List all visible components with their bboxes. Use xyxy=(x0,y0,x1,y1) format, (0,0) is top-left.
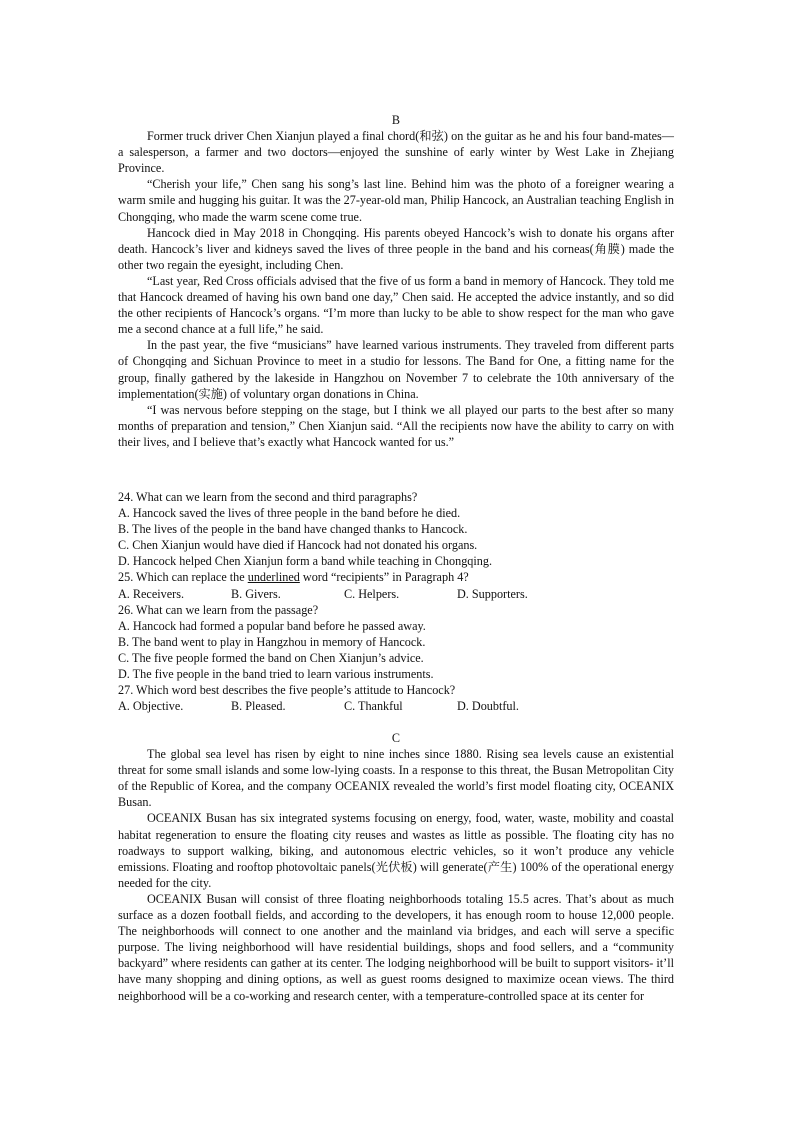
passage-b-paragraph-5: In the past year, the five “musicians” have learned various instruments. They traveled from different parts of Chongqing and Sichuan Province to meet in a studio for lessons. The Band for One, a fitting name for the group, finally gathered by the lakeside in Hangzhou on November 7 to celebrate the 10th anniversary of the implementation(实施) of voluntary organ donations in China. xyxy=(118,338,674,401)
question-27-stem: 27. Which word best describes the five people’s attitude to Hancock? xyxy=(118,683,456,698)
passage-c-paragraph-2: OCEANIX Busan has six integrated systems focusing on energy, food, water, waste, mobility and coastal habitat regeneration to ensure the floating city reuses and wastes as little as possible. The floating city has no roadways to support walking, biking, and autonomous electric vehicles, so it won’t produce any vehicle emissions. Floating and rooftop photovoltaic panels(光伏板) will generate(产生) 100% of the operational energy needed for the city. xyxy=(118,811,674,890)
question-25-underlined-word: underlined xyxy=(247,570,300,585)
question-27-option-d: D. Doubtful. xyxy=(457,699,519,714)
passage-b-heading: B xyxy=(391,113,401,127)
passage-c xyxy=(118,730,674,1004)
passage-b-paragraph-2: “Cherish your life,” Chen sang his song’s last line. Behind him was the photo of a foreigner wearing a warm smile and hugging his guitar. It was the 27-year-old man, Philip Hancock, an Australian teaching English in Chongqing, who made the warm scene come true. xyxy=(118,177,674,224)
question-25-option-a: A. Receivers. xyxy=(118,586,184,601)
question-27-options xyxy=(118,698,674,714)
question-24-option-c: C. Chen Xianjun would have died if Hancock had not donated his organs. xyxy=(118,538,478,553)
question-25-option-c: C. Helpers. xyxy=(344,586,400,601)
question-26-option-a: A. Hancock had formed a popular band before he passed away. xyxy=(118,618,426,633)
passage-b-paragraph-1: Former truck driver Chen Xianjun played a final chord(和弦) on the guitar as he and his four band-mates—a salesperson, a farmer and two doctors—enjoyed the sunshine of early winter by West Lake in Zhejiang Province. xyxy=(118,129,674,176)
question-25-stem-start: 25. Which can replace the xyxy=(118,570,248,585)
question-25-option-d: D. Supporters. xyxy=(457,586,528,601)
passage-b-paragraph-3: Hancock died in May 2018 in Chongqing. His parents obeyed Hancock’s wish to donate his organs after death. Hancock’s liver and kidneys saved the lives of three people in the band and his corneas(角膜) made the other two regain the eyesight, including Chen. xyxy=(118,225,674,272)
question-24-option-b: B. The lives of the people in the band have changed thanks to Hancock. xyxy=(118,522,468,537)
passage-b-paragraph-6: “I was nervous before stepping on the stage, but I think we all played our parts to the best after so many months of preparation and tension,” Chen Xianjun said. “All the recipients now have the ability to carry on with their lives, and I believe that’s exactly what Hancock wanted for us.” xyxy=(118,402,674,449)
question-27-option-a: A. Objective. xyxy=(118,699,184,714)
question-24-option-d: D. Hancock helped Chen Xianjun form a band while teaching in Chongqing. xyxy=(118,554,492,569)
question-25-option-b: B. Givers. xyxy=(231,586,281,601)
passage-c-heading: C xyxy=(391,731,401,745)
passage-c-paragraph-1: The global sea level has risen by eight to nine inches since 1880. Rising sea levels cause an existential threat for some small islands and some low-lying coasts. In a response to this threat, the Busan Metropolitan City of the Republic of Korea, and the company OCEANIX revealed the world’s first model floating city, OCEANIX Busan. xyxy=(118,747,674,810)
question-25-options xyxy=(118,586,674,602)
question-25-stem-end: word “recipients” in Paragraph 4? xyxy=(299,570,469,585)
question-25-stem xyxy=(118,569,674,585)
passage-c-paragraph-3: OCEANIX Busan will consist of three floating neighborhoods totaling 15.5 acres. That’s about as much surface as a dozen football fields, and according to the developers, it has enough room to house 12,000 people. The neighborhoods will connect to one another and the mainland via bridges, and each will serve a specific purpose. The living neighborhood will have residential buildings, shops and food sellers, and a “community backyard” where residents can gather at its center. The lodging neighborhood will be built to support visitors- it’ll have many shopping and dining options, as well as guest rooms designed to maximize ocean views. The third neighborhood will be a co-working and research center, with a temperature-controlled space at its center for xyxy=(118,891,674,1003)
question-block xyxy=(118,489,674,714)
question-26-option-b: B. The band went to play in Hangzhou in memory of Hancock. xyxy=(118,634,426,649)
passage-b xyxy=(118,112,674,450)
question-24-option-a: A. Hancock saved the lives of three people in the band before he died. xyxy=(118,506,461,521)
question-26-stem: 26. What can we learn from the passage? xyxy=(118,602,319,617)
question-26-option-c: C. The five people formed the band on Chen Xianjun’s advice. xyxy=(118,650,424,665)
question-27-option-c: C. Thankful xyxy=(344,699,403,714)
question-26-option-d: D. The five people in the band tried to learn various instruments. xyxy=(118,667,434,682)
passage-b-paragraph-4: “Last year, Red Cross officials advised that the five of us form a band in memory of Hancock. They told me that Hancock dreamed of having his own band one day,” Chen said. He accepted the advice instantly, and so did the other recipients of Hancock’s organs. “I’m more than lucky to be able to show respect for the man who gave me a second chance at a full life,” he said. xyxy=(118,273,674,337)
question-27-option-b: B. Pleased. xyxy=(231,699,286,714)
question-24-stem: 24. What can we learn from the second and third paragraphs? xyxy=(118,490,418,504)
